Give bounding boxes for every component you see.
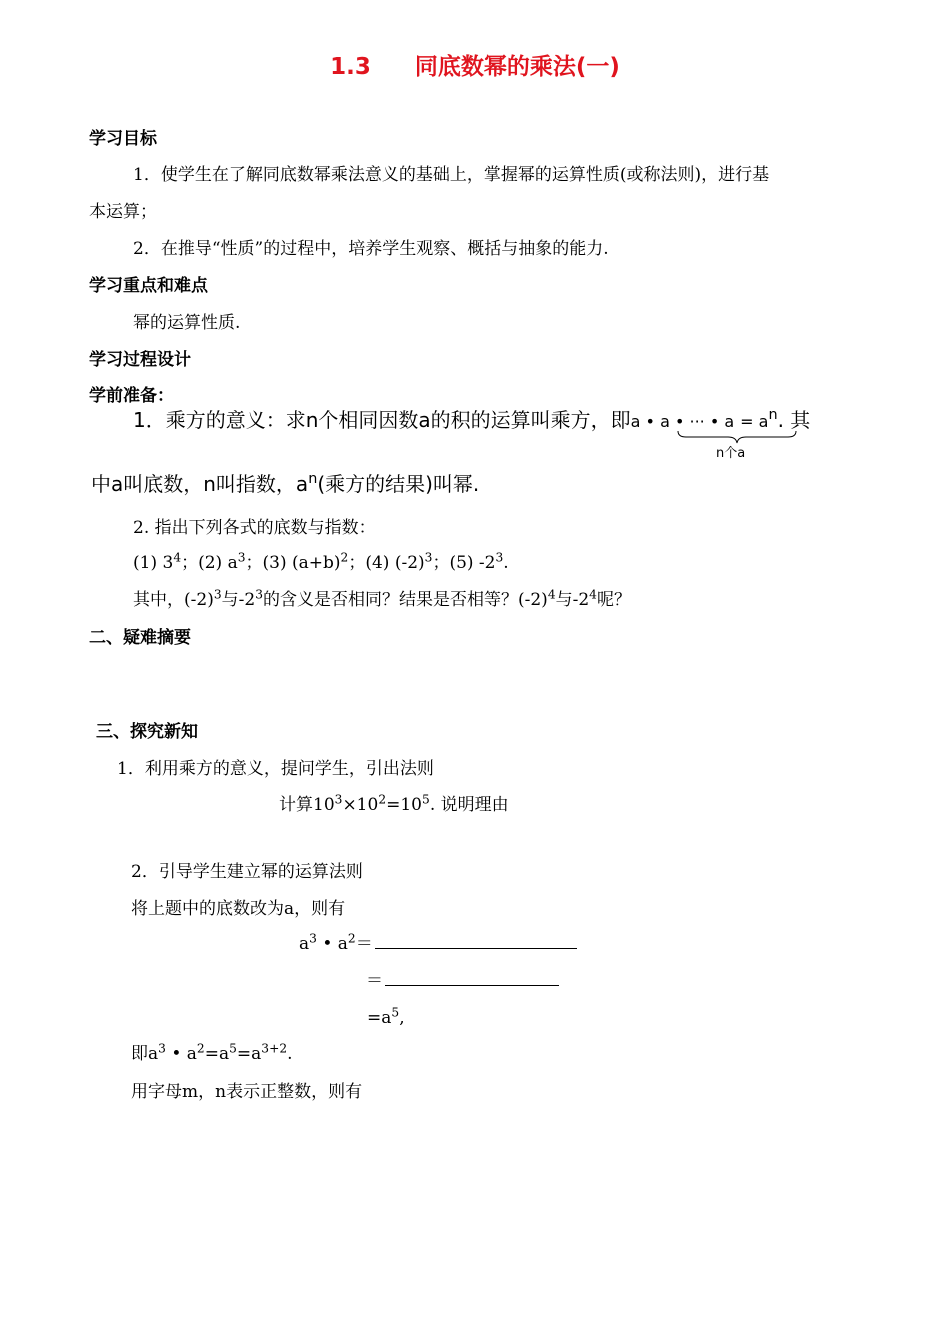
result-part-4: =a — [236, 1044, 262, 1064]
key-points-text: 幂的运算性质. — [133, 313, 241, 333]
objectives-heading: 学习目标 — [89, 129, 157, 149]
eq2-equals: ＝ — [366, 971, 383, 991]
result-line — [131, 1041, 293, 1064]
prep-question — [133, 587, 631, 610]
exercise-2: ；(2) a — [181, 553, 238, 573]
prep-line2-prefix: 中a叫底数，n叫指数，a — [91, 472, 309, 496]
result-exponent-3: 5 — [229, 1041, 237, 1056]
exercise-list-end: . — [503, 553, 509, 573]
question-exponent-4: 4 — [589, 587, 597, 602]
exercise-5-exponent: 3 — [495, 550, 504, 565]
title-text: 同底数幂的乘法(一) — [414, 54, 620, 80]
document-title — [0, 54, 950, 82]
eq3-exponent: 5 — [391, 1005, 400, 1020]
exercise-5: ；(5) -2 — [432, 553, 496, 573]
result-end: . — [287, 1044, 293, 1064]
eq1-exponent-1: 3 — [309, 931, 317, 946]
eq3-end: , — [399, 1008, 405, 1028]
section-3-change-base: 将上题中的底数改为a，则有 — [131, 899, 346, 919]
prep-line2-exponent: n — [308, 471, 318, 488]
eq2-answer-blank[interactable] — [385, 984, 559, 986]
calc-exponent-1: 3 — [334, 792, 343, 807]
underbrace-label: n个a — [716, 446, 746, 461]
calc-exponent-2: 2 — [378, 792, 387, 807]
underbrace — [676, 405, 798, 465]
calc-exponent-3: 5 — [422, 792, 430, 807]
process-heading: 学习过程设计 — [89, 350, 191, 370]
eq1-equals: ＝ — [355, 934, 373, 954]
exercise-3: ；(3) (a+b) — [245, 553, 341, 573]
exercise-1: (1) 3 — [133, 553, 174, 573]
equation-1 — [299, 931, 577, 954]
prep-item-2: 2. 指出下列各式的底数与指数： — [133, 518, 376, 538]
section-3-item-2: 2．引导学生建立幂的运算法则 — [131, 862, 363, 882]
section-3-calc — [279, 792, 509, 815]
prep-item-1-continued — [91, 472, 479, 496]
result-part-2: • a — [165, 1044, 197, 1064]
key-points-heading: 学习重点和难点 — [89, 276, 208, 296]
exercise-3-exponent: 2 — [340, 550, 349, 565]
section-3-item-1: 1．利用乘方的意义，提问学生，引出法则 — [117, 759, 434, 779]
prep-heading: 学前准备： — [89, 386, 174, 406]
question-exponent-2: 3 — [255, 587, 263, 602]
final-line: 用字母m，n表示正整数，则有 — [131, 1082, 363, 1102]
result-part-3: =a — [204, 1044, 230, 1064]
equation-2 — [366, 971, 559, 991]
eq1-part-1: a — [299, 934, 310, 954]
prep-line2-suffix: (乘方的结果)叫幂. — [317, 472, 480, 496]
prep-item-1-prefix: 1．乘方的意义：求n个相同因数a的积的运算叫乘方，即 — [133, 408, 631, 432]
objective-item-2: 2．在推导“性质”的过程中，培养学生观察、概括与抽象的能力. — [133, 239, 609, 259]
calc-part-2: ×10 — [342, 795, 379, 815]
section-2-heading: 二、疑难摘要 — [89, 628, 191, 648]
calc-part-3: =10 — [386, 795, 423, 815]
result-exponent-1: 3 — [158, 1041, 166, 1056]
exercise-2-exponent: 3 — [237, 550, 246, 565]
question-part-1: 其中，(-2) — [133, 590, 214, 610]
question-part-4: 与-2 — [555, 590, 590, 610]
question-part-2: 与-2 — [221, 590, 256, 610]
result-exponent-4: 3+2 — [261, 1041, 288, 1056]
objective-item-1-line-2: 本运算； — [89, 202, 157, 222]
prep-item-1-equals: = a — [740, 412, 769, 431]
prep-exercise-list — [133, 550, 509, 573]
result-exponent-2: 2 — [196, 1041, 205, 1056]
prep-item-1-exponent: n — [768, 407, 778, 424]
exercise-4-exponent: 3 — [424, 550, 433, 565]
calc-part-1: 计算10 — [279, 795, 335, 815]
equation-3 — [367, 1005, 405, 1028]
exercise-1-exponent: 4 — [173, 550, 182, 565]
calc-part-4: . 说明理由 — [429, 795, 509, 815]
section-3-heading: 三、探究新知 — [96, 722, 198, 742]
underbrace-icon — [676, 405, 798, 445]
prep-item-1-suffix: . 其 — [777, 408, 811, 432]
eq1-part-2: • a — [316, 934, 348, 954]
prep-item-1-formula: a • a • ··· • a — [630, 412, 735, 431]
result-part-1: 即a — [131, 1044, 159, 1064]
eq3-part-1: =a — [367, 1008, 392, 1028]
question-exponent-1: 3 — [213, 587, 222, 602]
eq1-answer-blank[interactable] — [375, 947, 577, 949]
title-number: 1.3 — [330, 54, 371, 80]
objective-item-1-line-1: 1．使学生在了解同底数幂乘法意义的基础上，掌握幂的运算性质(或称法则)，进行基 — [133, 165, 770, 185]
question-exponent-3: 4 — [547, 587, 556, 602]
question-part-5: 呢？ — [596, 590, 631, 610]
eq1-exponent-2: 2 — [347, 931, 356, 946]
question-part-3: 的含义是否相同？结果是否相等？(-2) — [262, 590, 548, 610]
exercise-4: ；(4) (-2) — [348, 553, 425, 573]
